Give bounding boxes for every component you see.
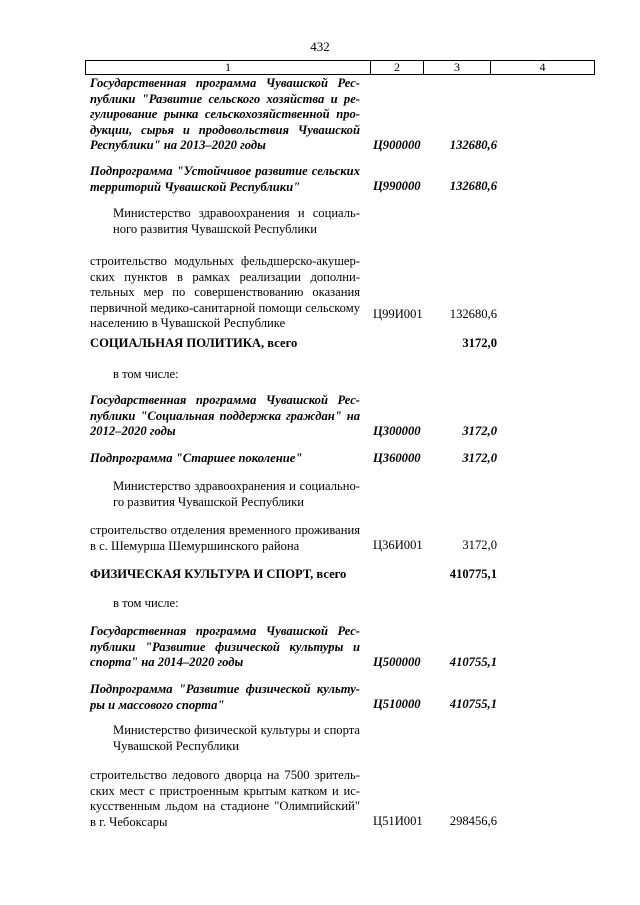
- row-description: строительство модульных фельдшерско-акушерских пунктов в рамках реализации дополнительных мер по совершенствованию оказания первичной медико-санитарной помощи сельскому населению в Чувашской Республике: [90, 254, 360, 331]
- row-code: Ц990000: [373, 179, 421, 193]
- row-code: Ц360000: [373, 451, 421, 465]
- page-number: 432: [310, 39, 330, 54]
- row-description: СОЦИАЛЬНАЯ ПОЛИТИКА, всего: [90, 336, 298, 350]
- row-description: строительство ледового дворца на 7500 зрительских мест с пристроенным крытым катком и искусственным льдом на стадионе "Олимпийский" в г. Чебоксары: [90, 768, 360, 829]
- row-amount: 410775,1: [449, 567, 497, 581]
- row-amount: 410755,1: [449, 697, 497, 711]
- row-amount: 3172,0: [462, 538, 497, 552]
- row-amount: 298456,6: [449, 814, 497, 828]
- row-description: в том числе:: [113, 596, 179, 610]
- header-col-1: 1: [86, 61, 371, 74]
- row-code: Ц300000: [373, 424, 421, 438]
- row-amount: 410755,1: [449, 655, 497, 669]
- row-code: Ц900000: [373, 138, 421, 152]
- row-description: Министерство здравоохранения и социального развития Чувашской Республики: [113, 479, 360, 509]
- row-amount: 132680,6: [449, 138, 497, 152]
- row-code: Ц51И001: [373, 814, 423, 828]
- row-code: Ц510000: [373, 697, 421, 711]
- row-description: в том числе:: [113, 367, 179, 381]
- row-code: Ц36И001: [373, 538, 423, 552]
- row-amount: 132680,6: [449, 179, 497, 193]
- row-description: Государственная программа Чувашской Республики "Развитие физической культуры и спорта" на 2014–2020 годы: [90, 624, 360, 670]
- row-amount: 3172,0: [462, 424, 497, 438]
- row-description: Министерство физической культуры и спорта Чувашской Республики: [113, 723, 360, 753]
- row-description: строительство отделения временного проживания в с. Шемурша Шемуршинского района: [90, 523, 360, 553]
- row-description: Государственная программа Чувашской Республики "Социальная поддержка граждан" на 2012–2020 годы: [90, 393, 360, 439]
- row-description: Подпрограмма "Старшее поколение": [90, 451, 303, 465]
- row-amount: 3172,0: [462, 451, 497, 465]
- row-code: Ц500000: [373, 655, 421, 669]
- row-description: Министерство здравоохранения и социального развития Чувашской Республики: [113, 206, 360, 236]
- row-description: Государственная программа Чувашской Республики "Развитие сельского хозяйства и регулирование рынка сельскохозяйственной продукции, сырья и продовольствия Чувашской Республики" на 2013–2020 годы: [90, 76, 360, 153]
- table-header: [85, 60, 595, 75]
- row-amount: 3172,0: [462, 336, 497, 350]
- row-description: Подпрограмма "Развитие физической культуры и массового спорта": [90, 682, 360, 712]
- header-col-2: 2: [371, 61, 424, 74]
- header-col-4: 4: [539, 60, 546, 74]
- header-col-3: 3: [424, 61, 491, 74]
- row-description: ФИЗИЧЕСКАЯ КУЛЬТУРА И СПОРТ, всего: [90, 567, 347, 581]
- row-code: Ц99И001: [373, 307, 423, 321]
- row-amount: 132680,6: [449, 307, 497, 321]
- row-description: Подпрограмма "Устойчивое развитие сельских территорий Чувашской Республики": [90, 164, 360, 194]
